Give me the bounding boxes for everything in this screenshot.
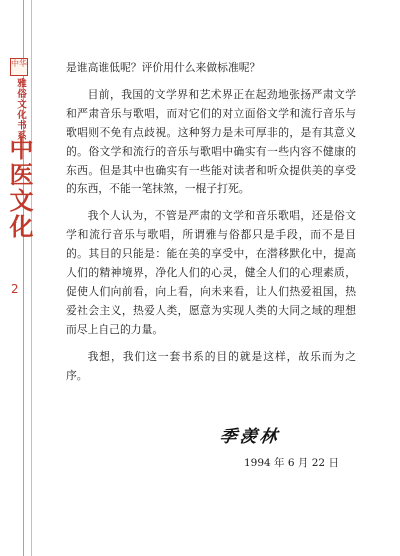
series-title: 雅俗文化书系: [15, 78, 26, 141]
author-signature: 季羡林: [218, 427, 282, 447]
margin-rule-inner: [31, 0, 32, 556]
preface-body: [66, 59, 356, 394]
series-badge: 中华: [10, 58, 28, 76]
paragraph: 目前，我国的文学界和艺术界正在起劲地张扬严肃文学和严肃音乐与歌唱，而对它们的对立面俗文学和流行音乐与歌唱则不免有点歧視。这种努力是未可厚非的，是有其意义的。俗文学和流行的音乐与歌唱中确实有一些内容不健康的东西。但是其中也确实有一些能对读者和听众提供美的享受的东西，不能一笔抹煞，一棍子打死。: [66, 87, 356, 196]
book-title: 中医文化: [5, 136, 34, 240]
paragraph: 我个人认为，不管是严肃的文学和音乐歌唱，还是俗文学和流行音乐与歌唱，所谓雅与俗都只是手段，而不是目的。其目的只能是：能在美的享受中，在潜移默化中，提高人们的精神境界，净化人们的心灵，健全人们的心理素质，促使人们向前看，向上看，向未来看，让人们热爱祖国，热爱社会主义，热爱人类，愿意为实现人类的大同之域的理想而尽上自己的力量。: [66, 209, 356, 336]
paragraph: 是谁高谁低呢？评价用什么来做标准呢？: [66, 61, 261, 74]
date-line: 1994 年 6 月 22 日: [244, 457, 339, 469]
paragraph: 我想，我们这一套书系的目的就是这样，故乐而为之序。: [66, 349, 356, 382]
page-number: 2: [11, 282, 19, 296]
